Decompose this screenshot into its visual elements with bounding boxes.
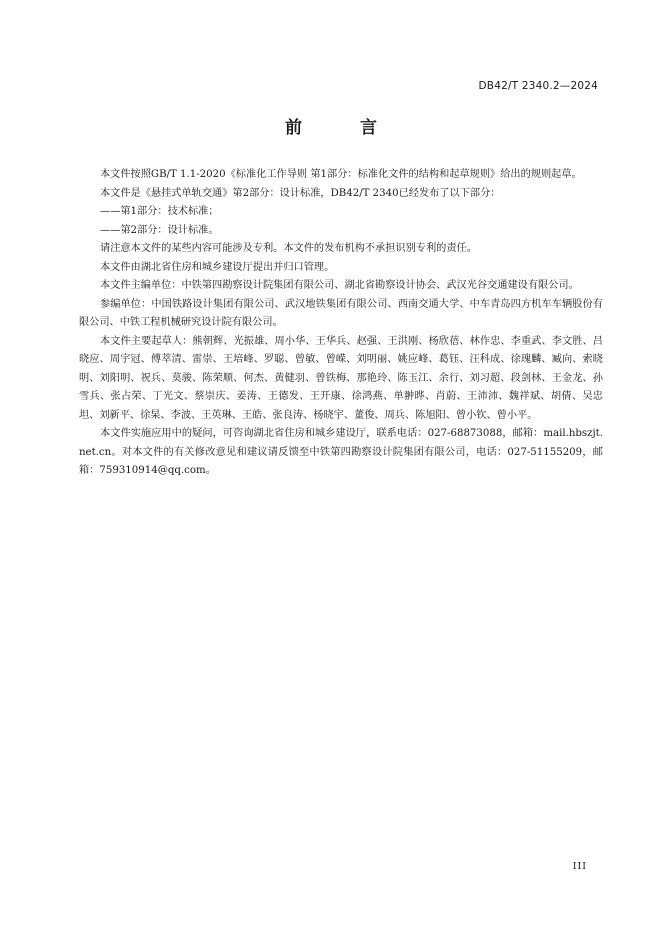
paragraph-drafting-rules: 本文件按照GB/T 1.1-2020《标准化工作导则 第1部分：标准化文件的结构和起草规则》给出的规则起草。 [100, 169, 582, 180]
paragraph-series-intro: 本文件是《悬挂式单轨交通》第2部分：设计标准，DB42/T 2340已经发布了以下部分： [100, 187, 501, 199]
page-number: III [572, 861, 587, 872]
paragraph-chief-editors: 本文件主编单位：中铁第四勘察设计院集团有限公司、湖北省勘察设计协会、武汉光谷交通建设有限公司。 [100, 280, 579, 291]
paragraph-proposer: 本文件由湖北省住房和城乡建设厅提出并归口管理。 [100, 261, 335, 273]
paragraph-patent-notice: 请注意本文件的某些内容可能涉及专利。本文件的发布机构不承担识别专利的责任。 [100, 243, 477, 254]
document-code: DB42/T 2340.2—2024 [478, 80, 598, 92]
paragraph-part-2: ——第2部分：设计标准。 [100, 224, 219, 236]
paragraph-drafters: 本文件主要起草人：熊朝辉、光振雄、周小华、王华兵、赵强、王洪刚、杨欣蓓、林作忠、李重武、李文胜、吕晓应、周宇冠、傅萃清、雷崇、王培峰、罗聪、曾敏、曾嵘、刘明丽、姚应峰、葛钰、汪科成、徐瑰麟、臧向、索晓明、刘阳明、祝兵、莫骏、陈荣顺、何杰、黄健羽、曾铁梅、那艳玲、陈玉江、余行、刘习超、段剑林、王金龙、孙雪兵、张占荣、丁光文、蔡崇庆、姜涛、王德发、王开康、徐鸿燕、单翀晔、肖蔚、王沛沛、魏祥斌、胡倩、吴忠坦、刘新平、徐杲、李波、王英琳、王皓、张良涛、杨晓宇、董俊、周兵、陈旭阳、曾小钦、曾小平。 [79, 335, 603, 421]
paragraph-participants: 参编单位：中国铁路设计集团有限公司、武汉地铁集团有限公司、西南交通大学、中车青岛四方机车车辆股份有限公司、中铁工程机械研究设计院有限公司。 [79, 298, 603, 328]
foreword-body [79, 166, 603, 481]
page-title: 前 言 [285, 118, 403, 138]
paragraph-contact: 本文件实施应用中的疑问，可咨询湖北省住房和城乡建设厅，联系电话：027-68873088，邮箱：mail.hbszjt.net.cn。对本文件的有关修改意见和建议请反馈至中铁第四勘察设计院集团有限公司，电话：027-51155209，邮箱：759310914@qq.com。 [79, 428, 603, 476]
paragraph-part-1: ——第1部分：技术标准； [100, 206, 219, 217]
